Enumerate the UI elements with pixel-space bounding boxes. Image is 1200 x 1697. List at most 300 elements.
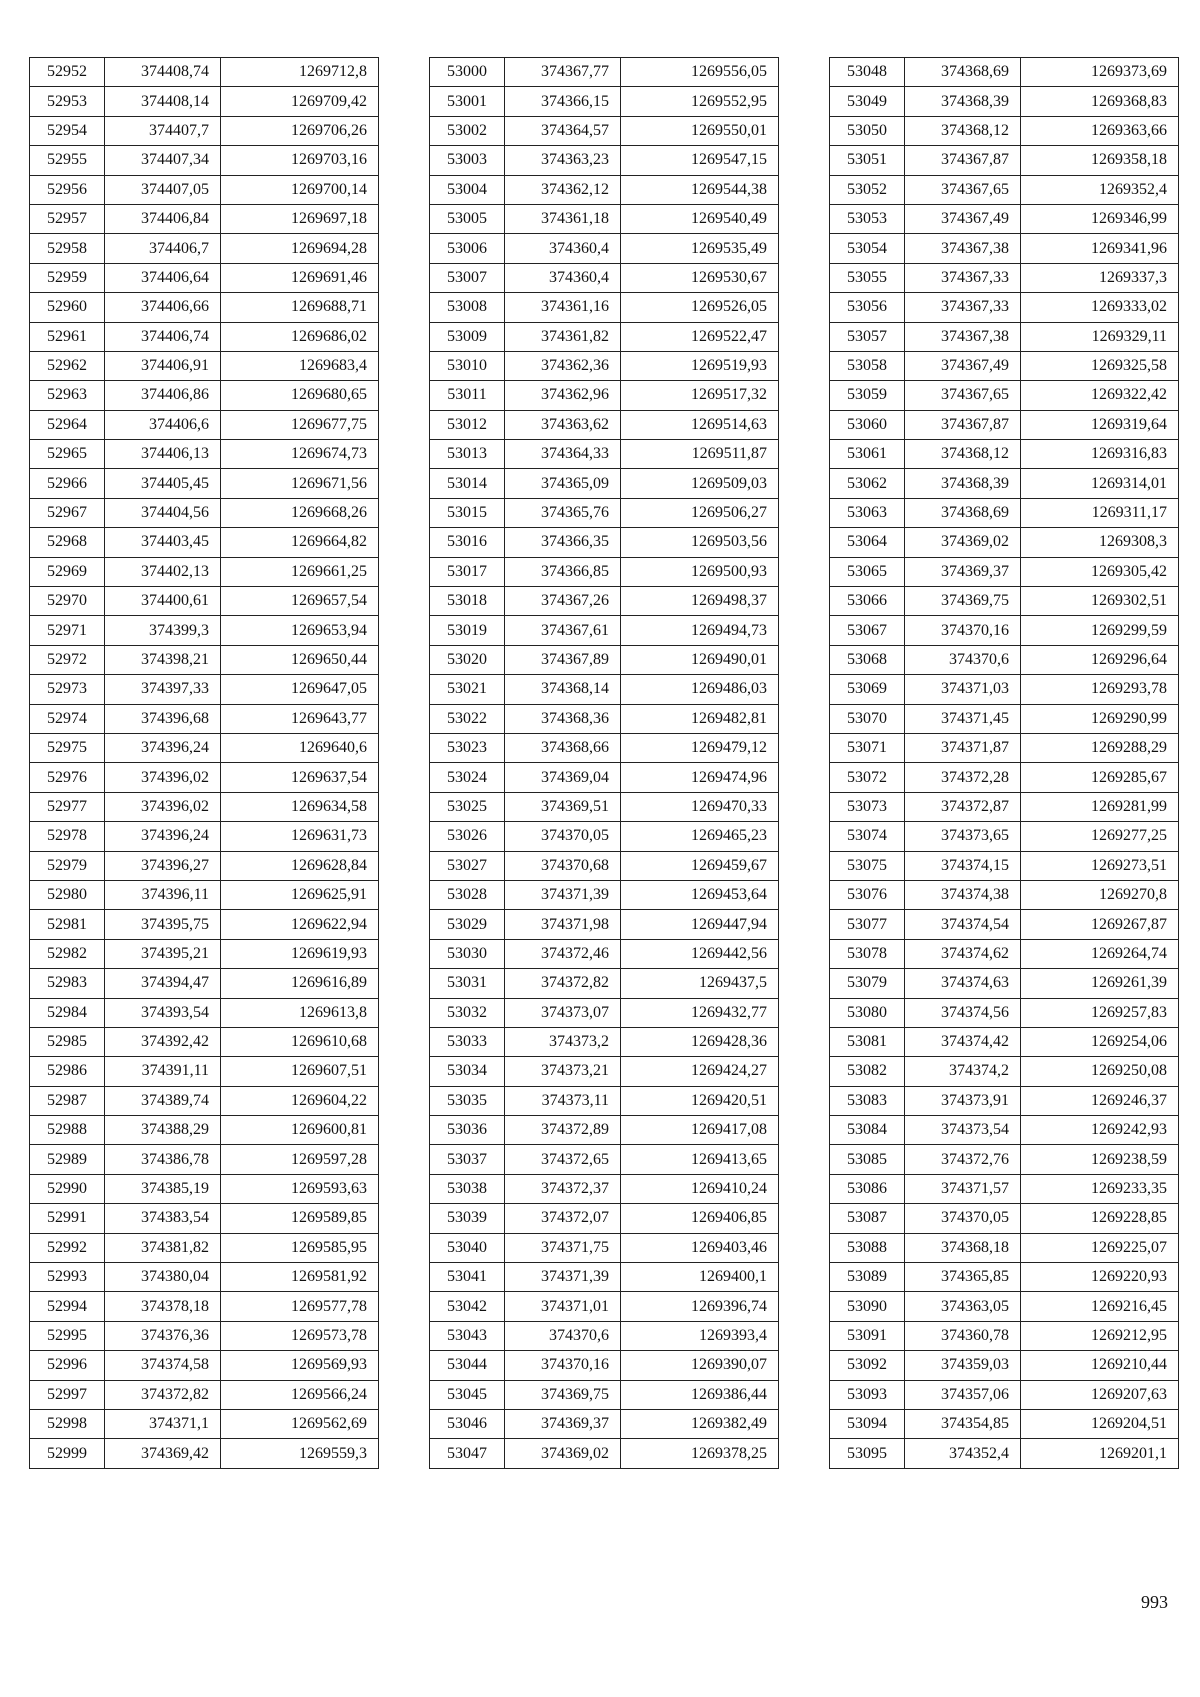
y-coordinate-cell: 1269482,81 (621, 704, 779, 733)
x-coordinate-cell: 374374,42 (905, 1027, 1021, 1056)
x-coordinate-cell: 374397,33 (105, 675, 221, 704)
y-coordinate-cell: 1269447,94 (621, 910, 779, 939)
table-row (430, 998, 779, 1027)
point-number-cell: 53067 (830, 616, 905, 645)
table-row (430, 1321, 779, 1350)
x-coordinate-cell: 374371,01 (505, 1292, 621, 1321)
x-coordinate-cell: 374406,6 (105, 410, 221, 439)
x-coordinate-cell: 374371,1 (105, 1409, 221, 1438)
point-number-cell: 53056 (830, 293, 905, 322)
point-number-cell: 53092 (830, 1351, 905, 1380)
table-row (830, 87, 1179, 116)
table-row (430, 234, 779, 263)
point-number-cell: 52996 (30, 1351, 105, 1380)
x-coordinate-cell: 374370,05 (505, 822, 621, 851)
point-number-cell: 53018 (430, 587, 505, 616)
table-row (430, 1027, 779, 1056)
x-coordinate-cell: 374406,13 (105, 440, 221, 469)
x-coordinate-cell: 374367,89 (505, 645, 621, 674)
table-row (430, 939, 779, 968)
x-coordinate-cell: 374367,65 (905, 175, 1021, 204)
x-coordinate-cell: 374406,84 (105, 204, 221, 233)
x-coordinate-cell: 374374,38 (905, 880, 1021, 909)
table-row (430, 1380, 779, 1409)
point-number-cell: 53037 (430, 1145, 505, 1174)
y-coordinate-cell: 1269503,56 (621, 528, 779, 557)
point-number-cell: 53057 (830, 322, 905, 351)
y-coordinate-cell: 1269403,46 (621, 1233, 779, 1262)
point-number-cell: 52971 (30, 616, 105, 645)
table-row (30, 1351, 379, 1380)
point-number-cell: 52991 (30, 1204, 105, 1233)
y-coordinate-cell: 1269288,29 (1021, 733, 1179, 762)
x-coordinate-cell: 374363,05 (905, 1292, 1021, 1321)
table-row (430, 1145, 779, 1174)
x-coordinate-cell: 374372,87 (905, 792, 1021, 821)
x-coordinate-cell: 374354,85 (905, 1409, 1021, 1438)
x-coordinate-cell: 374406,74 (105, 322, 221, 351)
y-coordinate-cell: 1269683,4 (221, 351, 379, 380)
table-row (830, 1233, 1179, 1262)
point-number-cell: 53027 (430, 851, 505, 880)
table-row (30, 1174, 379, 1203)
y-coordinate-cell: 1269400,1 (621, 1263, 779, 1292)
point-number-cell: 52956 (30, 175, 105, 204)
table-row (30, 616, 379, 645)
x-coordinate-cell: 374373,07 (505, 998, 621, 1027)
x-coordinate-cell: 374407,7 (105, 116, 221, 145)
point-number-cell: 53015 (430, 498, 505, 527)
x-coordinate-cell: 374366,15 (505, 87, 621, 116)
x-coordinate-cell: 374372,28 (905, 763, 1021, 792)
table-row (830, 1439, 1179, 1468)
table-row (30, 175, 379, 204)
x-coordinate-cell: 374373,54 (905, 1116, 1021, 1145)
x-coordinate-cell: 374373,65 (905, 822, 1021, 851)
point-number-cell: 52963 (30, 381, 105, 410)
table-row (430, 792, 779, 821)
table-row (30, 1380, 379, 1409)
y-coordinate-cell: 1269550,01 (621, 116, 779, 145)
table-row (830, 469, 1179, 498)
point-number-cell: 53082 (830, 1057, 905, 1086)
y-coordinate-cell: 1269569,93 (221, 1351, 379, 1380)
point-number-cell: 52983 (30, 969, 105, 998)
table-row (30, 822, 379, 851)
x-coordinate-cell: 374398,21 (105, 645, 221, 674)
point-number-cell: 53024 (430, 763, 505, 792)
point-number-cell: 52974 (30, 704, 105, 733)
point-number-cell: 53002 (430, 116, 505, 145)
table-row (830, 146, 1179, 175)
y-coordinate-cell: 1269556,05 (621, 58, 779, 87)
point-number-cell: 53009 (430, 322, 505, 351)
y-coordinate-cell: 1269703,16 (221, 146, 379, 175)
point-number-cell: 52967 (30, 498, 105, 527)
x-coordinate-cell: 374371,98 (505, 910, 621, 939)
y-coordinate-cell: 1269420,51 (621, 1086, 779, 1115)
y-coordinate-cell: 1269514,63 (621, 410, 779, 439)
x-coordinate-cell: 374396,02 (105, 763, 221, 792)
table-row (830, 822, 1179, 851)
table-row (830, 1027, 1179, 1056)
x-coordinate-cell: 374361,18 (505, 204, 621, 233)
table-row (830, 498, 1179, 527)
point-number-cell: 53046 (430, 1409, 505, 1438)
point-number-cell: 53025 (430, 792, 505, 821)
y-coordinate-cell: 1269562,69 (221, 1409, 379, 1438)
point-number-cell: 52959 (30, 263, 105, 292)
table-row (830, 1204, 1179, 1233)
x-coordinate-cell: 374368,36 (505, 704, 621, 733)
x-coordinate-cell: 374361,82 (505, 322, 621, 351)
point-number-cell: 52999 (30, 1439, 105, 1468)
x-coordinate-cell: 374369,75 (905, 587, 1021, 616)
point-number-cell: 53013 (430, 440, 505, 469)
x-coordinate-cell: 374367,33 (905, 293, 1021, 322)
x-coordinate-cell: 374403,45 (105, 528, 221, 557)
point-number-cell: 53042 (430, 1292, 505, 1321)
table-row (30, 557, 379, 586)
table-row (430, 351, 779, 380)
y-coordinate-cell: 1269593,63 (221, 1174, 379, 1203)
x-coordinate-cell: 374389,74 (105, 1086, 221, 1115)
y-coordinate-cell: 1269216,45 (1021, 1292, 1179, 1321)
y-coordinate-cell: 1269302,51 (1021, 587, 1179, 616)
x-coordinate-cell: 374396,24 (105, 733, 221, 762)
y-coordinate-cell: 1269625,91 (221, 880, 379, 909)
point-number-cell: 52978 (30, 822, 105, 851)
y-coordinate-cell: 1269212,95 (1021, 1321, 1179, 1350)
point-number-cell: 52957 (30, 204, 105, 233)
table-row (830, 1292, 1179, 1321)
y-coordinate-cell: 1269390,07 (621, 1351, 779, 1380)
x-coordinate-cell: 374368,12 (905, 440, 1021, 469)
x-coordinate-cell: 374378,18 (105, 1292, 221, 1321)
y-coordinate-cell: 1269267,87 (1021, 910, 1179, 939)
point-number-cell: 53079 (830, 969, 905, 998)
point-number-cell: 53088 (830, 1233, 905, 1262)
x-coordinate-cell: 374368,39 (905, 469, 1021, 498)
point-number-cell: 53055 (830, 263, 905, 292)
point-number-cell: 53064 (830, 528, 905, 557)
x-coordinate-cell: 374368,12 (905, 116, 1021, 145)
y-coordinate-cell: 1269581,92 (221, 1263, 379, 1292)
table-row (830, 1174, 1179, 1203)
point-number-cell: 52993 (30, 1263, 105, 1292)
point-number-cell: 53008 (430, 293, 505, 322)
point-number-cell: 53061 (830, 440, 905, 469)
y-coordinate-cell: 1269530,67 (621, 263, 779, 292)
point-number-cell: 52970 (30, 587, 105, 616)
point-number-cell: 53019 (430, 616, 505, 645)
y-coordinate-cell: 1269509,03 (621, 469, 779, 498)
point-number-cell: 53017 (430, 557, 505, 586)
coordinate-table-3 (829, 57, 1179, 1469)
point-number-cell: 53091 (830, 1321, 905, 1350)
point-number-cell: 53036 (430, 1116, 505, 1145)
x-coordinate-cell: 374395,75 (105, 910, 221, 939)
x-coordinate-cell: 374368,69 (905, 58, 1021, 87)
y-coordinate-cell: 1269647,05 (221, 675, 379, 704)
point-number-cell: 52953 (30, 87, 105, 116)
x-coordinate-cell: 374371,39 (505, 1263, 621, 1292)
point-number-cell: 52954 (30, 116, 105, 145)
point-number-cell: 53034 (430, 1057, 505, 1086)
y-coordinate-cell: 1269604,22 (221, 1086, 379, 1115)
point-number-cell: 52982 (30, 939, 105, 968)
y-coordinate-cell: 1269664,82 (221, 528, 379, 557)
y-coordinate-cell: 1269668,26 (221, 498, 379, 527)
table-row (430, 146, 779, 175)
x-coordinate-cell: 374374,2 (905, 1057, 1021, 1086)
y-coordinate-cell: 1269417,08 (621, 1116, 779, 1145)
point-number-cell: 52966 (30, 469, 105, 498)
x-coordinate-cell: 374391,11 (105, 1057, 221, 1086)
point-number-cell: 53021 (430, 675, 505, 704)
point-number-cell: 53043 (430, 1321, 505, 1350)
point-number-cell: 53069 (830, 675, 905, 704)
x-coordinate-cell: 374362,36 (505, 351, 621, 380)
table-row (430, 1233, 779, 1262)
table-row (430, 1351, 779, 1380)
point-number-cell: 52962 (30, 351, 105, 380)
point-number-cell: 53086 (830, 1174, 905, 1203)
table-row (830, 1057, 1179, 1086)
y-coordinate-cell: 1269490,01 (621, 645, 779, 674)
y-coordinate-cell: 1269600,81 (221, 1116, 379, 1145)
point-number-cell: 53059 (830, 381, 905, 410)
table-row (830, 263, 1179, 292)
x-coordinate-cell: 374408,14 (105, 87, 221, 116)
x-coordinate-cell: 374371,45 (905, 704, 1021, 733)
table-row (30, 234, 379, 263)
x-coordinate-cell: 374373,2 (505, 1027, 621, 1056)
table-row (430, 58, 779, 87)
y-coordinate-cell: 1269382,49 (621, 1409, 779, 1438)
point-number-cell: 53033 (430, 1027, 505, 1056)
y-coordinate-cell: 1269242,93 (1021, 1116, 1179, 1145)
x-coordinate-cell: 374407,34 (105, 146, 221, 175)
point-number-cell: 52960 (30, 293, 105, 322)
point-number-cell: 53052 (830, 175, 905, 204)
y-coordinate-cell: 1269566,24 (221, 1380, 379, 1409)
y-coordinate-cell: 1269622,94 (221, 910, 379, 939)
y-coordinate-cell: 1269552,95 (621, 87, 779, 116)
y-coordinate-cell: 1269337,3 (1021, 263, 1179, 292)
x-coordinate-cell: 374388,29 (105, 1116, 221, 1145)
table-row (830, 645, 1179, 674)
point-number-cell: 53039 (430, 1204, 505, 1233)
table-row (30, 910, 379, 939)
table-row (830, 675, 1179, 704)
y-coordinate-cell: 1269688,71 (221, 293, 379, 322)
y-coordinate-cell: 1269319,64 (1021, 410, 1179, 439)
point-number-cell: 53003 (430, 146, 505, 175)
x-coordinate-cell: 374366,85 (505, 557, 621, 586)
table-row (830, 998, 1179, 1027)
point-number-cell: 52965 (30, 440, 105, 469)
y-coordinate-cell: 1269694,28 (221, 234, 379, 263)
y-coordinate-cell: 1269299,59 (1021, 616, 1179, 645)
x-coordinate-cell: 374369,37 (905, 557, 1021, 586)
table-row (430, 1263, 779, 1292)
x-coordinate-cell: 374372,37 (505, 1174, 621, 1203)
table-row (30, 440, 379, 469)
y-coordinate-cell: 1269498,37 (621, 587, 779, 616)
table-row (430, 1057, 779, 1086)
x-coordinate-cell: 374352,4 (905, 1439, 1021, 1468)
x-coordinate-cell: 374385,19 (105, 1174, 221, 1203)
point-number-cell: 53012 (430, 410, 505, 439)
y-coordinate-cell: 1269228,85 (1021, 1204, 1179, 1233)
point-number-cell: 52979 (30, 851, 105, 880)
table-row (30, 1409, 379, 1438)
point-number-cell: 53000 (430, 58, 505, 87)
table-row (830, 969, 1179, 998)
table-row (30, 293, 379, 322)
y-coordinate-cell: 1269522,47 (621, 322, 779, 351)
x-coordinate-cell: 374363,23 (505, 146, 621, 175)
table-row (830, 704, 1179, 733)
y-coordinate-cell: 1269341,96 (1021, 234, 1179, 263)
table-row (430, 469, 779, 498)
point-number-cell: 52964 (30, 410, 105, 439)
table-row (30, 675, 379, 704)
y-coordinate-cell: 1269470,33 (621, 792, 779, 821)
y-coordinate-cell: 1269479,12 (621, 733, 779, 762)
point-number-cell: 53001 (430, 87, 505, 116)
point-number-cell: 53077 (830, 910, 905, 939)
table-row (830, 1380, 1179, 1409)
x-coordinate-cell: 374369,75 (505, 1380, 621, 1409)
y-coordinate-cell: 1269453,64 (621, 880, 779, 909)
point-number-cell: 53050 (830, 116, 905, 145)
y-coordinate-cell: 1269613,8 (221, 998, 379, 1027)
y-coordinate-cell: 1269610,68 (221, 1027, 379, 1056)
table-row (430, 880, 779, 909)
x-coordinate-cell: 374383,54 (105, 1204, 221, 1233)
x-coordinate-cell: 374374,63 (905, 969, 1021, 998)
point-number-cell: 52984 (30, 998, 105, 1027)
table-row (430, 969, 779, 998)
y-coordinate-cell: 1269506,27 (621, 498, 779, 527)
y-coordinate-cell: 1269540,49 (621, 204, 779, 233)
table-row (830, 616, 1179, 645)
table-row (430, 1086, 779, 1115)
coordinate-table-2 (429, 57, 779, 1469)
x-coordinate-cell: 374360,4 (505, 234, 621, 263)
table-row (30, 381, 379, 410)
point-number-cell: 52995 (30, 1321, 105, 1350)
x-coordinate-cell: 374372,46 (505, 939, 621, 968)
table-row (830, 410, 1179, 439)
y-coordinate-cell: 1269410,24 (621, 1174, 779, 1203)
x-coordinate-cell: 374371,87 (905, 733, 1021, 762)
table-row (430, 645, 779, 674)
y-coordinate-cell: 1269661,25 (221, 557, 379, 586)
table-row (430, 204, 779, 233)
point-number-cell: 52981 (30, 910, 105, 939)
table-row (430, 381, 779, 410)
point-number-cell: 52977 (30, 792, 105, 821)
x-coordinate-cell: 374357,06 (905, 1380, 1021, 1409)
y-coordinate-cell: 1269290,99 (1021, 704, 1179, 733)
point-number-cell: 52972 (30, 645, 105, 674)
point-number-cell: 52952 (30, 58, 105, 87)
y-coordinate-cell: 1269653,94 (221, 616, 379, 645)
x-coordinate-cell: 374367,77 (505, 58, 621, 87)
x-coordinate-cell: 374386,78 (105, 1145, 221, 1174)
y-coordinate-cell: 1269296,64 (1021, 645, 1179, 674)
table-row (830, 234, 1179, 263)
x-coordinate-cell: 374370,05 (905, 1204, 1021, 1233)
point-number-cell: 53041 (430, 1263, 505, 1292)
x-coordinate-cell: 374369,51 (505, 792, 621, 821)
y-coordinate-cell: 1269210,44 (1021, 1351, 1179, 1380)
y-coordinate-cell: 1269311,17 (1021, 498, 1179, 527)
x-coordinate-cell: 374396,27 (105, 851, 221, 880)
table-row (430, 1439, 779, 1468)
x-coordinate-cell: 374360,78 (905, 1321, 1021, 1350)
point-number-cell: 53005 (430, 204, 505, 233)
y-coordinate-cell: 1269526,05 (621, 293, 779, 322)
y-coordinate-cell: 1269396,74 (621, 1292, 779, 1321)
point-number-cell: 53054 (830, 234, 905, 263)
point-number-cell: 53073 (830, 792, 905, 821)
x-coordinate-cell: 374396,11 (105, 880, 221, 909)
x-coordinate-cell: 374369,04 (505, 763, 621, 792)
point-number-cell: 53007 (430, 263, 505, 292)
x-coordinate-cell: 374371,57 (905, 1174, 1021, 1203)
y-coordinate-cell: 1269305,42 (1021, 557, 1179, 586)
x-coordinate-cell: 374364,33 (505, 440, 621, 469)
y-coordinate-cell: 1269691,46 (221, 263, 379, 292)
table-row (30, 204, 379, 233)
table-row (30, 528, 379, 557)
table-row (830, 939, 1179, 968)
y-coordinate-cell: 1269640,6 (221, 733, 379, 762)
table-row (30, 58, 379, 87)
y-coordinate-cell: 1269281,99 (1021, 792, 1179, 821)
x-coordinate-cell: 374372,65 (505, 1145, 621, 1174)
y-coordinate-cell: 1269233,35 (1021, 1174, 1179, 1203)
point-number-cell: 53089 (830, 1263, 905, 1292)
x-coordinate-cell: 374365,85 (905, 1263, 1021, 1292)
point-number-cell: 53068 (830, 645, 905, 674)
x-coordinate-cell: 374367,61 (505, 616, 621, 645)
point-number-cell: 53016 (430, 528, 505, 557)
table-row (30, 263, 379, 292)
y-coordinate-cell: 1269631,73 (221, 822, 379, 851)
x-coordinate-cell: 374393,54 (105, 998, 221, 1027)
point-number-cell: 52961 (30, 322, 105, 351)
table-row (830, 792, 1179, 821)
table-row (830, 440, 1179, 469)
point-number-cell: 53087 (830, 1204, 905, 1233)
x-coordinate-cell: 374370,68 (505, 851, 621, 880)
x-coordinate-cell: 374371,39 (505, 880, 621, 909)
table-row (430, 616, 779, 645)
table-row (30, 1204, 379, 1233)
x-coordinate-cell: 374367,49 (905, 204, 1021, 233)
table-row (830, 204, 1179, 233)
x-coordinate-cell: 374406,66 (105, 293, 221, 322)
table-row (30, 998, 379, 1027)
x-coordinate-cell: 374362,96 (505, 381, 621, 410)
table-row (430, 587, 779, 616)
x-coordinate-cell: 374392,42 (105, 1027, 221, 1056)
